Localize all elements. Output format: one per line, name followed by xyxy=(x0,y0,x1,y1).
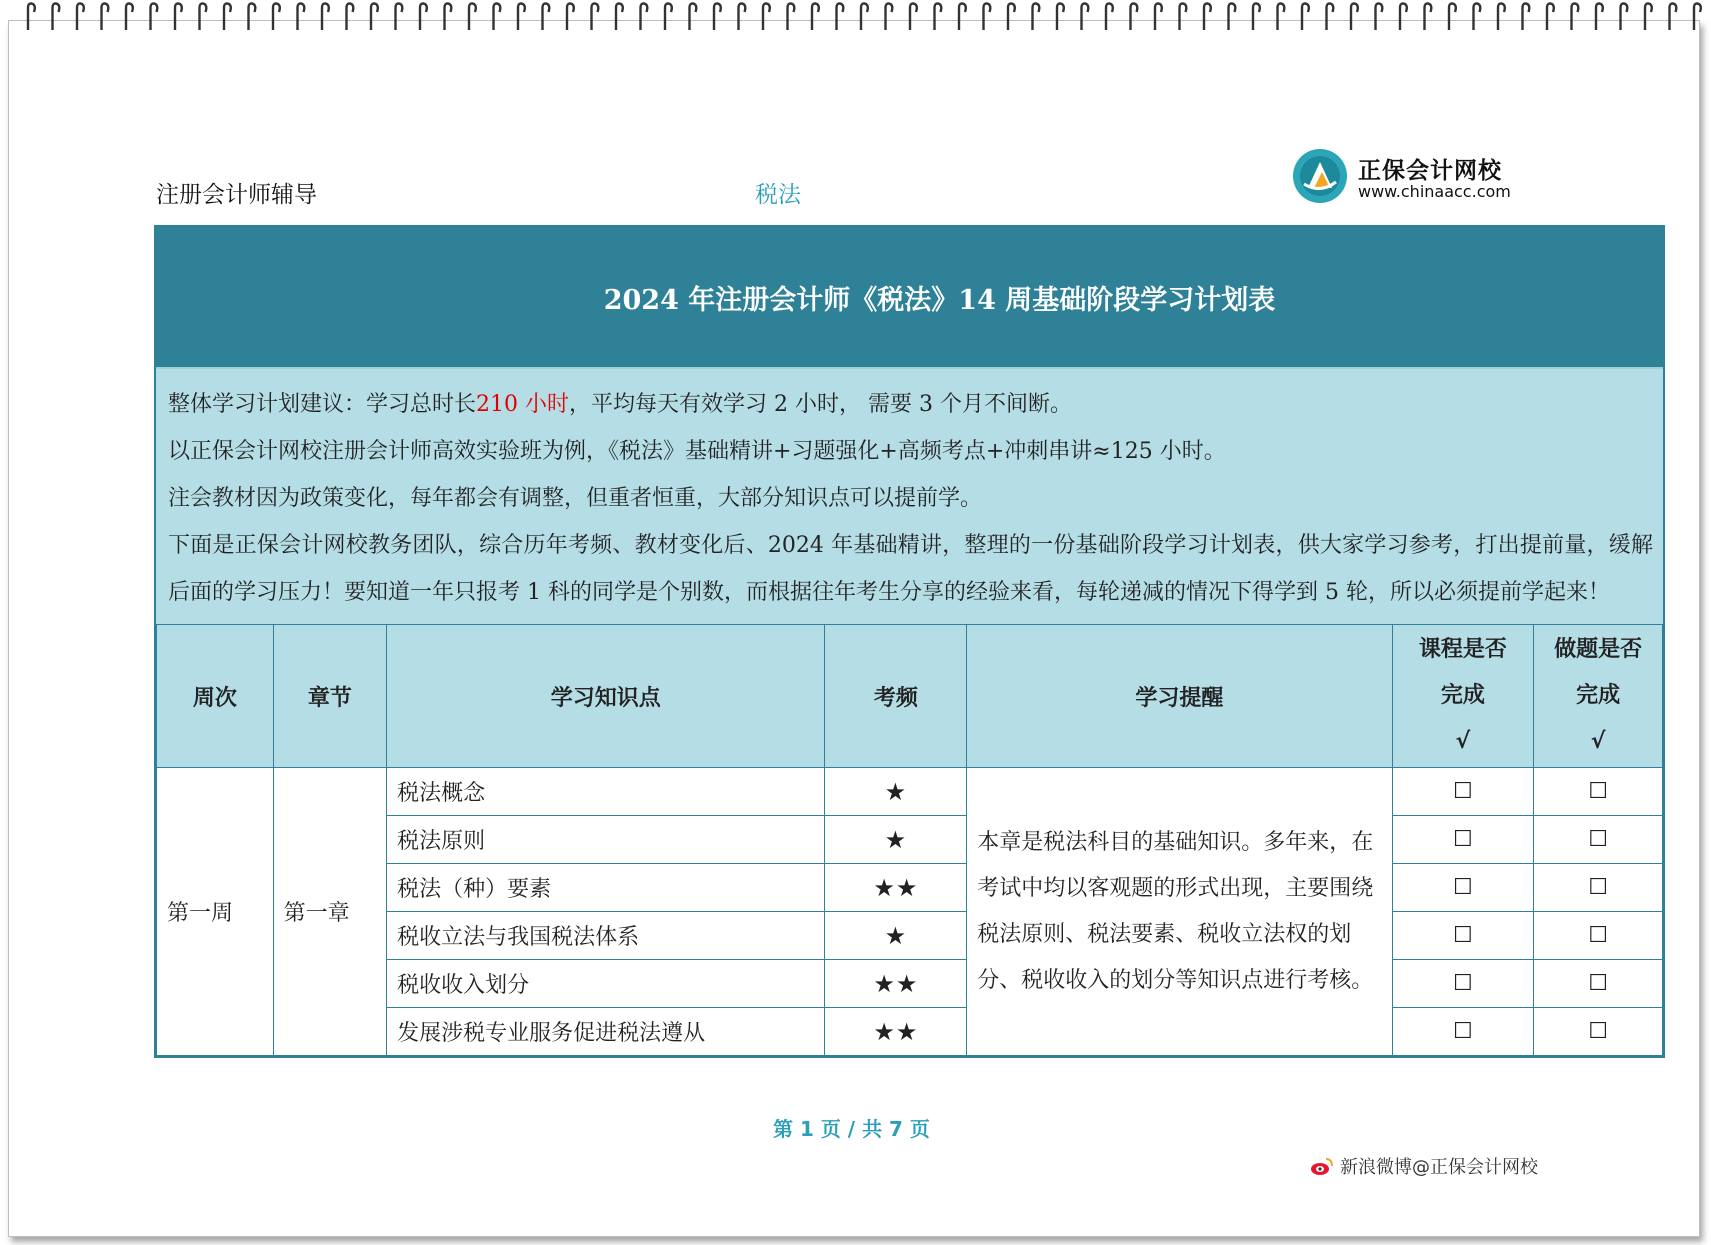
plan-table xyxy=(156,624,1663,1056)
point-cell: 税收立法与我国税法体系 xyxy=(387,912,825,960)
frequency-stars: ★★ xyxy=(825,864,967,912)
binder-ring xyxy=(1278,4,1285,31)
col-chapter: 章节 xyxy=(273,625,386,768)
binder-ring xyxy=(175,4,182,31)
binder-ring xyxy=(1351,4,1358,31)
binder-ring xyxy=(1131,4,1138,31)
header-left-label: 注册会计师辅导 xyxy=(156,182,317,208)
total-hours-highlight: 210 小时 xyxy=(476,392,570,417)
exercise-checkbox[interactable]: ☐ xyxy=(1534,768,1663,816)
binder-ring xyxy=(1449,4,1456,31)
binder-ring xyxy=(714,4,721,31)
exercise-checkbox[interactable]: ☐ xyxy=(1534,1008,1663,1056)
binder-ring xyxy=(445,4,452,31)
binder-ring xyxy=(616,4,623,31)
binder-ring xyxy=(102,4,109,31)
binder-ring xyxy=(1229,4,1236,31)
binder-ring xyxy=(837,4,844,31)
weibo-credit: 新浪微博@正保会计网校 xyxy=(1310,1153,1538,1179)
frequency-stars: ★ xyxy=(825,912,967,960)
binder-ring xyxy=(1033,4,1040,31)
binder-ring xyxy=(298,4,305,31)
binder-ring xyxy=(322,4,329,31)
binder-ring xyxy=(861,4,868,31)
binder-ring xyxy=(1082,4,1089,31)
study-plan-sheet xyxy=(154,225,1665,1058)
brand-logo-icon xyxy=(1292,148,1348,204)
binder-ring xyxy=(1547,4,1554,31)
binder-ring xyxy=(494,4,501,31)
binder-rings xyxy=(0,0,1711,38)
point-cell: 税法概念 xyxy=(387,768,825,816)
binder-ring xyxy=(469,4,476,31)
binder-ring xyxy=(665,4,672,31)
binder-ring xyxy=(1008,4,1015,31)
binder-ring xyxy=(910,4,917,31)
course-checkbox[interactable]: ☐ xyxy=(1392,960,1534,1008)
binder-ring xyxy=(273,4,280,31)
binder-ring xyxy=(1596,4,1603,31)
course-checkbox[interactable]: ☐ xyxy=(1392,1008,1534,1056)
binder-ring xyxy=(886,4,893,31)
binder-ring xyxy=(1670,4,1677,31)
exercise-checkbox[interactable]: ☐ xyxy=(1534,816,1663,864)
week-cell: 第一周 xyxy=(157,768,274,1056)
col-tips: 学习提醒 xyxy=(967,625,1392,768)
course-checkbox[interactable]: ☐ xyxy=(1392,864,1534,912)
binder-ring xyxy=(567,4,574,31)
binder-ring xyxy=(984,4,991,31)
frequency-stars: ★★ xyxy=(825,960,967,1008)
point-cell: 税法（种）要素 xyxy=(387,864,825,912)
binder-ring xyxy=(1645,4,1652,31)
binder-ring xyxy=(1106,4,1113,31)
binder-ring xyxy=(739,4,746,31)
binder-ring xyxy=(1694,4,1701,31)
binder-ring xyxy=(1376,4,1383,31)
check-mark-icon: √ xyxy=(1455,729,1471,754)
point-cell: 发展涉税专业服务促进税法遵从 xyxy=(387,1008,825,1056)
page-indicator: 第 1 页 / 共 7 页 xyxy=(773,1117,930,1141)
binder-ring xyxy=(200,4,207,31)
header-subject-label: 税法 xyxy=(755,182,801,208)
point-cell: 税法原则 xyxy=(387,816,825,864)
exercise-checkbox[interactable]: ☐ xyxy=(1534,912,1663,960)
intro-line-4: 下面是正保会计网校教务团队，综合历年考频、教材变化后、2024 年基础精讲，整理的一份基础阶段学习计划表，供大家学习参考，打出提前量，缓解后面的学习压力！要知道一年只报考 1 科的同学是个别数，而根据往年考生分享的经验来看，每轮递减的情况下得学到 5 轮，所以必须提前学起来！ xyxy=(168,533,1653,605)
binder-ring xyxy=(1302,4,1309,31)
binder-ring xyxy=(371,4,378,31)
table-header-row xyxy=(157,625,1663,768)
check-mark-icon: √ xyxy=(1590,729,1606,754)
binder-ring xyxy=(1180,4,1187,31)
binder-ring xyxy=(1425,4,1432,31)
binder-ring xyxy=(935,4,942,31)
intro-line-2: 以正保会计网校注册会计师高效实验班为例，《税法》基础精讲+习题强化+高频考点+冲刺串讲≈125 小时。 xyxy=(168,439,1226,464)
binder-ring xyxy=(812,4,819,31)
binder-ring xyxy=(1572,4,1579,31)
binder-ring xyxy=(28,4,35,31)
course-checkbox[interactable]: ☐ xyxy=(1392,768,1534,816)
binder-ring xyxy=(1057,4,1064,31)
brand-logo-block xyxy=(1292,148,1512,206)
binder-ring xyxy=(396,4,403,31)
binder-ring xyxy=(1253,4,1260,31)
binder-ring xyxy=(1327,4,1334,31)
col-exercise-done: 做题是否 完成 √ xyxy=(1534,625,1663,768)
binder-ring xyxy=(126,4,133,31)
binder-ring xyxy=(1621,4,1628,31)
binder-ring xyxy=(224,4,231,31)
intro-line-1: 整体学习计划建议：学习总时长210 小时，平均每天有效学习 2 小时， 需要 3 个月不间断。 xyxy=(168,392,1072,417)
brand-name: 正保会计网校 xyxy=(1358,158,1502,184)
exercise-checkbox[interactable]: ☐ xyxy=(1534,960,1663,1008)
binder-ring xyxy=(347,4,354,31)
table-row xyxy=(157,768,1663,816)
weibo-icon xyxy=(1310,1156,1334,1176)
point-cell: 税收收入划分 xyxy=(387,960,825,1008)
binder-ring xyxy=(249,4,256,31)
binder-ring xyxy=(592,4,599,31)
plan-title: 2024 年注册会计师《税法》14 周基础阶段学习计划表 xyxy=(156,227,1663,367)
binder-ring xyxy=(151,4,158,31)
binder-ring xyxy=(1155,4,1162,31)
binder-ring xyxy=(53,4,60,31)
binder-ring xyxy=(1474,4,1481,31)
binder-ring xyxy=(1400,4,1407,31)
course-checkbox[interactable]: ☐ xyxy=(1392,816,1534,864)
exercise-checkbox[interactable]: ☐ xyxy=(1534,864,1663,912)
binder-ring xyxy=(1498,4,1505,31)
binder-ring xyxy=(543,4,550,31)
col-course-done: 课程是否 完成 √ xyxy=(1392,625,1534,768)
binder-ring xyxy=(1204,4,1211,31)
chapter-cell: 第一章 xyxy=(273,768,386,1056)
binder-ring xyxy=(420,4,427,31)
col-frequency: 考频 xyxy=(825,625,967,768)
brand-url: www.chinaacc.com xyxy=(1358,182,1511,201)
binder-ring xyxy=(641,4,648,31)
col-points: 学习知识点 xyxy=(387,625,825,768)
binder-ring xyxy=(788,4,795,31)
binder-ring xyxy=(690,4,697,31)
tip-cell: 本章是税法科目的基础知识。多年来，在考试中均以客观题的形式出现，主要围绕税法原则、税法要素、税收立法权的划分、税收收入的划分等知识点进行考核。 xyxy=(967,768,1392,1056)
binder-ring xyxy=(763,4,770,31)
binder-ring xyxy=(77,4,84,31)
frequency-stars: ★ xyxy=(825,768,967,816)
frequency-stars: ★ xyxy=(825,816,967,864)
intro-line-3: 注会教材因为政策变化，每年都会有调整，但重者恒重，大部分知识点可以提前学。 xyxy=(168,486,983,511)
binder-ring xyxy=(1523,4,1530,31)
col-week: 周次 xyxy=(157,625,274,768)
frequency-stars: ★★ xyxy=(825,1008,967,1056)
binder-ring xyxy=(518,4,525,31)
intro-section xyxy=(156,367,1663,624)
binder-ring xyxy=(959,4,966,31)
course-checkbox[interactable]: ☐ xyxy=(1392,912,1534,960)
